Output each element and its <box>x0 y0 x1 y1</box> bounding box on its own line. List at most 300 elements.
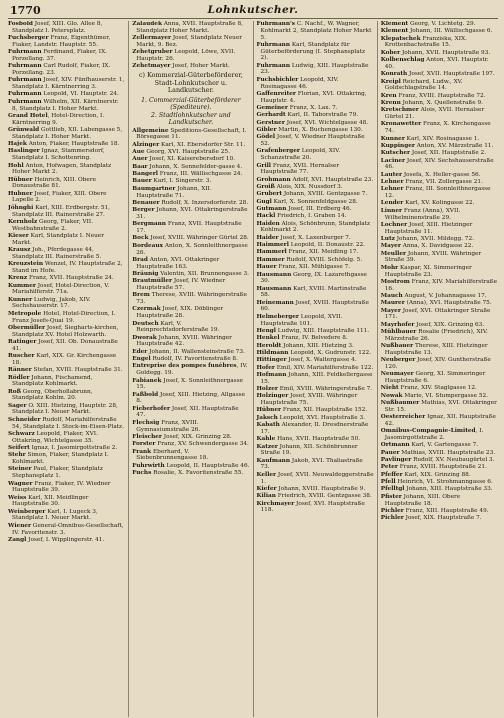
entry-surname: Hammerl <box>256 249 287 256</box>
entry-surname: Frank <box>132 448 152 455</box>
directory-entry <box>257 272 374 286</box>
directory-entry <box>381 279 498 293</box>
entry-details: Friedrich, I. Graben 14. <box>275 213 347 220</box>
entry-details: Rudolf, XV. Neubaugürtel 3. <box>411 457 495 464</box>
entry-surname: Kutscher <box>380 150 411 157</box>
directory-entry <box>132 378 249 392</box>
directory-entry <box>132 449 249 463</box>
directory-entry <box>381 508 498 515</box>
entry-surname: Bock <box>132 235 149 242</box>
entry-surname: Lehner <box>380 186 404 193</box>
entry-surname: Laciner <box>380 157 406 164</box>
entry-surname: Hackl <box>256 213 276 220</box>
entry-surname: Katzer <box>256 443 278 450</box>
directory-entry <box>8 99 125 113</box>
directory-entry <box>381 143 498 150</box>
entry-details: Karl, I. Lugeck 3, Standplatz I. Neuer Markt. <box>12 508 98 522</box>
entry-surname: Ruscher <box>8 353 35 360</box>
entry-surname: Nußbaumer <box>380 400 420 407</box>
entry-surname: Kernholz <box>8 218 38 225</box>
entry-details: Josef, XVI. Hauptstraße 118. <box>260 500 365 514</box>
directory-entry <box>8 219 125 233</box>
entry-surname: Gutmann <box>256 206 287 212</box>
entry-surname: Kieser <box>8 233 29 239</box>
entry-details: Eberhard, V. Siebenbrunnengasse 18. <box>136 448 209 462</box>
directory-entry <box>257 42 374 62</box>
entry-details: Franz, X. Lax. 7. <box>287 104 338 111</box>
directory-entry <box>8 35 125 49</box>
directory-entry <box>8 297 125 311</box>
entry-surname: Konrath <box>380 71 408 78</box>
directory-entry <box>257 343 374 350</box>
directory-entry <box>381 494 498 508</box>
directory-entry <box>381 393 498 400</box>
directory-entry <box>8 311 125 325</box>
directory-entry <box>381 322 498 329</box>
entry-details: Josef, XIX. Hauptstraße 7. <box>403 515 482 522</box>
entry-details: Josef, I. Wipplingerstr. 41. <box>26 536 105 543</box>
entry-surname: Heroldt <box>256 342 282 349</box>
entry-details: Franz, XII. Mühlgasse 7. <box>276 264 351 271</box>
entry-surname: Heinemann <box>256 299 294 306</box>
entry-surname: Mayer <box>380 243 401 250</box>
directory-entry <box>381 329 498 343</box>
directory-entry <box>257 213 374 220</box>
directory-entry <box>132 164 249 171</box>
directory-entry <box>8 141 125 148</box>
entry-surname: Schwarz <box>8 430 35 437</box>
entry-surname: Lauter <box>380 171 403 178</box>
directory-entry <box>257 415 374 422</box>
entry-surname: Auer <box>132 156 148 163</box>
entry-surname: Jöhnghi <box>8 204 34 211</box>
directory-entry <box>132 257 249 271</box>
directory-entry <box>257 112 374 119</box>
entry-details: Franz, Fiaker, IV. Wiedner Hauptstraße 39. <box>12 480 111 494</box>
directory-entry <box>257 407 374 414</box>
columns-container <box>8 21 498 717</box>
entry-details: Josef, XVII. Neuwaldeggerstraße 1. <box>260 471 374 485</box>
directory-entry <box>381 464 498 471</box>
entry-details: Josef, XIII. Hietzinger Hauptstraße 11. <box>384 221 473 235</box>
directory-entry <box>8 191 125 205</box>
entry-surname: Fuhrwirth <box>132 462 165 469</box>
directory-entry <box>8 339 125 353</box>
directory-entry <box>257 235 374 242</box>
directory-entry <box>381 28 498 35</box>
entry-details: Franziska, XIX. Krottenbachstraße 15. <box>384 35 467 49</box>
entry-details: Josef, X. Waltergasse 4. <box>286 357 357 364</box>
entry-surname: Kunner <box>8 296 33 303</box>
entry-details: Franz, XIV. Staglgasse 12. <box>398 385 477 392</box>
entry-details: , Hotel-Direction, I. Kärntnerring 9. <box>12 112 105 126</box>
directory-entry <box>8 233 125 247</box>
entry-surname: Rödler <box>8 374 30 381</box>
entry-details: Anton, XVI. Ottakringer Hauptstraße 163. <box>136 256 220 270</box>
directory-entry <box>381 293 498 300</box>
directory-entry <box>132 321 249 335</box>
entry-details: Anton, X. Sonnleithnergasse 26. <box>136 242 248 256</box>
entry-details: Alexander, II. Dresdnerstraße 17. <box>260 422 369 435</box>
entry-surname: Entreprise des pompes funèbres <box>132 363 237 370</box>
entry-surname: Ortmann <box>380 442 410 449</box>
directory-entry <box>257 501 374 515</box>
entry-surname: Hofer <box>256 364 275 371</box>
directory-entry <box>132 392 249 406</box>
directory-entry <box>132 186 249 200</box>
entry-surname: Brautmüller <box>132 278 173 285</box>
directory-entry <box>132 128 249 142</box>
entry-details: Karl, Standplatz für Güterbeförderung (I. Stephansplatz 2). <box>260 41 366 62</box>
entry-surname: Nieht <box>380 385 399 392</box>
directory-entry <box>381 121 498 135</box>
entry-surname: Grand Hotel <box>8 112 48 119</box>
entry-surname: Metropole <box>8 310 42 317</box>
entry-details: Josef, IV. Wiedner Hauptstraße 57. <box>136 278 226 292</box>
entry-surname: Fieberhofer <box>132 405 171 412</box>
entry-surname: Hubner <box>8 190 33 197</box>
directory-entry <box>8 431 125 445</box>
directory-entry <box>381 150 498 157</box>
entry-details: C. Nachf., W. Wagner, Kohlmarkt 2, Standplatz Hoher Markt 5. <box>260 21 372 41</box>
entry-details: Wilhelm, XII. Kärntnerstr. 8, Standplatz I. Hoher Markt. <box>12 98 119 112</box>
entry-surname: Fuchs <box>132 470 152 477</box>
entry-surname: Grafenberger <box>256 148 300 155</box>
directory-entry <box>132 63 249 70</box>
entry-details: Franz, XIII. Hauptstraße 49. <box>403 507 489 514</box>
entry-details: Alois, Schönbrunn, Standplatz Kohlmarkt 2. <box>260 220 371 234</box>
entry-surname: Baumgartner <box>132 185 176 192</box>
entry-details: Anton, XVI. Hauptstr. 40. <box>384 57 489 70</box>
directory-entry <box>8 466 125 480</box>
entry-details: Josef, Fiaker, XIII. Obere Lapelle 2. <box>12 190 107 204</box>
entry-details: Josef, Hotel-Direction, V. Mariahilferstr. 71a. <box>12 282 110 296</box>
entry-details: Leopold, II. Donaustr. 22. <box>288 242 366 249</box>
directory-entry <box>8 481 125 495</box>
directory-entry <box>132 406 249 420</box>
entry-surname: Lutz <box>380 235 395 242</box>
directory-entry <box>257 177 374 184</box>
entry-details: Marie, VI. Stumpergasse 52. <box>402 392 489 399</box>
entry-details: Franz, XII. Meidling 17. <box>286 249 359 256</box>
directory-entry <box>8 367 125 374</box>
directory-entry <box>381 186 498 200</box>
entry-surname: Hausmann <box>256 285 292 292</box>
directory-entry <box>132 306 249 320</box>
entry-surname: Forster <box>132 441 156 448</box>
directory-entry <box>8 509 125 523</box>
directory-entry <box>381 136 498 143</box>
directory-entry <box>381 457 498 464</box>
directory-entry <box>8 452 125 466</box>
entry-surname: Pauer <box>380 449 400 456</box>
entry-details: Johann, XVII. Hauptstraße 93. <box>400 49 491 56</box>
entry-surname: Zehetgruber <box>132 49 173 56</box>
entry-surname: Kreuzstein <box>8 261 44 268</box>
entry-surname: Dworak <box>132 334 157 341</box>
entry-details: Karl, V. Gartengasse 7. <box>409 442 479 449</box>
directory-entry <box>257 365 374 372</box>
entry-surname: Holzinger <box>256 393 289 400</box>
entry-details: Josef, XII. Hauptstraße 2. <box>410 150 487 157</box>
entry-details: Rudolf, XVIII. Schöfelg. 5. <box>284 256 363 263</box>
subsection-heading: 2. Stadtlohnkutscher und Landkutscher. <box>150 112 231 127</box>
entry-details: Leopold, Fiaker, XVI. Ottakring, Wichtelgasse 35. <box>12 430 98 444</box>
entry-details: Franz, III. Sonnleithnergasse 12. <box>384 186 491 200</box>
entry-details: Josef, XIII. Hietzing, Allgasse 8. <box>136 391 245 405</box>
entry-surname: Ränner <box>8 367 32 374</box>
entry-surname: Kolbenschlag <box>380 57 425 64</box>
entry-surname: Eder <box>132 348 148 355</box>
entry-details: Alois, XVII. Hernalser Gürtel 21. <box>384 107 485 121</box>
entry-details: Johann, X. Sennefelder-gasse 4. <box>147 163 243 170</box>
directory-entry <box>257 350 374 357</box>
entry-details: Johann, XII. Schönbrunner Straße 19. <box>260 443 358 457</box>
entry-details: (Anna), XVI. Hauptstraße 75. <box>404 300 492 307</box>
directory-entry <box>8 495 125 509</box>
entry-surname: Obermüller <box>8 324 46 331</box>
directory-entry <box>132 463 249 470</box>
entry-details: Hotel, Hotel-Direction, I. Franz Josefs-Quai 19. <box>12 310 116 324</box>
entry-details: Josef, XVI. Wichtelgasse 48. <box>284 119 369 126</box>
entry-surname: Gödel <box>256 134 276 141</box>
entry-surname: Lochner <box>380 221 408 228</box>
entry-surname: Pichler <box>380 507 404 514</box>
entry-surname: Nußbauer <box>380 343 414 350</box>
entry-surname: Pfister <box>380 493 402 500</box>
directory-entry <box>132 35 249 49</box>
directory-entry <box>257 120 374 127</box>
directory-entry <box>257 264 374 271</box>
entry-details: Anna, X. Davidgasse 22. <box>400 243 474 250</box>
directory-entry <box>8 283 125 297</box>
entry-surname: Bordeaux <box>132 242 163 249</box>
entry-surname: Krenz <box>8 275 28 282</box>
entry-details: Johann, XIII. Hauptstraße 33. <box>404 486 493 493</box>
entry-surname: Czermak <box>132 306 161 313</box>
entry-details: Leopold, XVI. Hauptstraße 3. <box>277 414 365 421</box>
entry-details: Speditions-Gesellschaft, I. Börsegasse 11. <box>136 127 247 141</box>
entry-details: Hans, XVII. Hauptstraße 50. <box>275 436 361 443</box>
directory-entry <box>257 77 374 91</box>
entry-details: Franz, IV. Belvedere 8. <box>279 335 348 342</box>
directory-entry <box>8 537 125 544</box>
entry-surname: Fuhrmann <box>8 91 42 98</box>
entry-surname: Kreipl <box>380 78 401 85</box>
entry-details: Johann, Fischamend, Standplatz Kohlmarkt. <box>12 374 93 388</box>
entry-details: Josef, X. Sonnleithnergasse 15. <box>136 377 243 391</box>
entry-details: Leopold, X. Gudrunstr. 122. <box>288 349 372 356</box>
entry-details: Rudolf, Mariahilferstraße 54, Standplatz I. Stock-im-Eisen-Platz. <box>12 416 124 430</box>
directory-entry <box>8 177 125 191</box>
directory-entry <box>381 357 498 371</box>
entry-surname: Keller <box>256 471 277 478</box>
entry-details: Franz, XVII. Hernalser Hauptstraße 77. <box>260 162 340 176</box>
entry-details: Ludwig, XIII. Hauptstraße 111. <box>275 327 370 334</box>
directory-entry <box>257 422 374 436</box>
directory-entry <box>8 275 125 282</box>
directory-entry <box>132 470 249 477</box>
entry-surname: Kronawetter <box>380 121 422 128</box>
entry-details: Karl, V. Reinprechtsdorferstraße 19. <box>136 320 220 334</box>
entry-surname: Zangl <box>8 536 27 543</box>
directory-entry <box>8 389 125 403</box>
entry-details: Therese, XIII. Hietzinger Hauptstraße 13. <box>384 343 488 356</box>
page-header <box>8 4 498 19</box>
entry-surname: Hübner <box>256 407 282 414</box>
entry-surname: Wagner <box>8 480 33 487</box>
directory-entry <box>132 171 249 178</box>
entry-details: Karl, I. Singerstr. 3. <box>151 178 212 185</box>
entry-details: Johann, XVII. Mildegg. 72. <box>394 235 474 242</box>
entry-surname: Groiß <box>256 183 275 190</box>
entry-details: Josef, XIV. Guntherstraße 120. <box>384 357 491 370</box>
entry-details: Johann, XVIII. Gentzgasse 7. <box>282 191 368 198</box>
entry-details: Joh., Pferdegasse 44, Standplatz III. Rainerstraße 5. <box>12 247 102 260</box>
entry-surname: Stehr <box>8 452 26 459</box>
entry-surname: Mohr <box>380 264 399 271</box>
directory-entry <box>257 393 374 407</box>
entry-details: Franz, X. Kirchengasse 74. <box>384 121 491 135</box>
directory-entry <box>257 486 374 493</box>
entry-details: Josef, XVIII. Währinger Gürtel 28. <box>148 235 249 242</box>
entry-surname: Fleischer <box>132 433 162 440</box>
entry-details: Josefa, X. Heller-gasse 56. <box>402 171 481 178</box>
directory-entry <box>132 356 249 363</box>
entry-surname: Hausmann <box>256 271 292 278</box>
directory-entry <box>257 127 374 134</box>
entry-details: Leopold, XIV. Schanzstraße 20. <box>260 148 341 162</box>
entry-surname: Kunner <box>380 135 405 142</box>
directory-entry <box>132 149 249 156</box>
directory-entry <box>8 127 125 141</box>
entry-surname: Sager <box>8 402 27 409</box>
entry-details: Franz, Eigenthümer, Fiaker, Landstr. Hauptstr. 55. <box>12 35 111 48</box>
entry-details: Karl, II. Taborstraße 79. <box>285 112 359 119</box>
entry-surname: Pfelltgl <box>380 486 405 493</box>
entry-details: Franz (Anna), XVII. Wilhelminenstraße 29. <box>384 207 461 221</box>
entry-details: Leopold, Löwe, XVII. Hauptstr. 26. <box>136 49 236 62</box>
directory-entry <box>8 247 125 261</box>
entry-details: Karl, XIII. Erdbergstr. 51, Standplatz III. Rainerstraße 27. <box>12 204 110 218</box>
entry-details: , IV. Goldegg. 19. <box>136 363 248 377</box>
entry-details: Heinrich, XIII. Obere Donaustraße 81. <box>12 176 96 190</box>
directory-entry <box>257 314 374 328</box>
entry-details: Stefan, XVIII. Hauptstraße 31. <box>31 367 123 374</box>
entry-details: Josef, XII. Ob. Donaustraße 41. <box>12 339 118 352</box>
directory-entry <box>381 50 498 57</box>
entry-details: Franz, XV. Schwendergasse 34. <box>155 441 249 448</box>
entry-details: Emil, XIV. Mariahilferstraße 122. <box>274 364 374 371</box>
directory-entry <box>381 343 498 357</box>
entry-surname: Kummer <box>8 282 36 289</box>
entry-surname: Gerhardt <box>256 112 286 119</box>
entry-details: Alois, XIX. Nussdorf 3. <box>274 183 343 190</box>
entry-details: Franz, XII. Hauptstraße 152. <box>281 407 368 414</box>
entry-surname: Krenn <box>380 100 401 106</box>
entry-details: Franz, XVIII. Gymnasiumstraße 26. <box>136 419 201 433</box>
column-3 <box>253 21 374 717</box>
directory-entry <box>132 278 249 292</box>
entry-surname: Aue <box>132 149 145 156</box>
entry-details: Karl, XIV. Rosinagasse 1. <box>404 135 480 142</box>
directory-entry <box>257 493 374 500</box>
entry-details: Rudolf, IV. Favoritenstraße 8. <box>150 356 238 363</box>
directory-entry <box>381 400 498 414</box>
entry-details: Karl, XI. Ebersdorfer Str. 11. <box>159 141 246 148</box>
entry-details: Georg, Oberhollabrunn, Standplatz Kohlm. 20. <box>12 388 93 402</box>
entry-details: Ludwig, XIII. Hauptstraße 23. <box>260 62 369 76</box>
entry-surname: Gaffenreiter <box>256 90 296 97</box>
directory-entry <box>8 113 125 127</box>
entry-details: Leopold, XVII. Hauptstraße 101. <box>260 313 343 327</box>
entry-surname: Mostrom <box>380 278 410 285</box>
directory-entry <box>381 208 498 222</box>
entry-surname: Klepatschek <box>380 35 421 42</box>
directory-entry <box>8 148 125 162</box>
directory-entry <box>257 163 374 177</box>
entry-surname: Klement <box>380 28 409 35</box>
entry-details: Adolf, XVI. Hauptstraße 23. <box>290 176 374 183</box>
directory-entry <box>381 158 498 172</box>
entry-surname: Flechsig <box>132 419 160 426</box>
entry-surname: Roß <box>8 388 21 395</box>
entry-details: Mathias, XVIII. Hauptstraße 23. <box>399 449 496 456</box>
entry-details: Ludwig, Jakob, XIV. Sechshauserstr. 17. <box>12 296 91 310</box>
entry-surname: Hübner <box>8 176 33 183</box>
entry-surname: Benauer <box>132 199 160 206</box>
entry-surname: Omnibus-Compagnie-Limited <box>380 428 476 435</box>
directory-entry <box>381 107 498 121</box>
directory-entry <box>257 458 374 472</box>
directory-entry <box>257 21 374 41</box>
directory-entry <box>257 105 374 112</box>
entry-surname: Kren <box>380 92 397 99</box>
entry-details: General-Omnibus-Gesellschaft, IV. Favoritenstr. 3. <box>12 522 124 536</box>
entry-details: Franz, XVIII. Hauptstraße 72. <box>396 92 486 99</box>
entry-details: Karl, XIX. Gr. Kirchengasse 18. <box>12 353 117 366</box>
entry-surname: Fuhrmann's <box>256 21 296 27</box>
entry-surname: Grünwald <box>8 127 40 133</box>
directory-entry <box>381 414 498 428</box>
entry-surname: Hajek <box>8 141 27 148</box>
directory-entry <box>8 325 125 339</box>
directory-entry <box>132 271 249 278</box>
entry-surname: Hengl <box>256 327 276 334</box>
entry-details: Josef, X. Laxenburger 7. <box>278 234 351 241</box>
entry-surname: Haiden <box>256 220 280 227</box>
entry-details: Georg, V. Lichtetg. 29. <box>408 21 476 27</box>
directory-entry <box>132 21 249 35</box>
entry-surname: Baar <box>132 163 148 170</box>
entry-surname: Bräunig <box>132 270 159 277</box>
entry-details: Simon, Fiaker, Standplatz I. Kohlmarkt. <box>12 452 109 466</box>
entry-details: Gottlieb, XII. Labengasse 5, Standplatz I. Hoher Markt. <box>12 127 123 140</box>
section-heading: c) Kommerzial-Güterbeförderer, Stadt-Lohnkutscher u. Landkutscher. <box>138 71 243 95</box>
directory-entry <box>132 235 249 242</box>
directory-entry <box>257 249 374 256</box>
entry-surname: Alzinger <box>132 141 160 148</box>
directory-entry <box>381 21 498 28</box>
directory-entry <box>381 428 498 442</box>
entry-details: Ferdinand, Fiaker, IX. Porzellang. 37. <box>12 49 108 62</box>
directory-entry <box>381 179 498 186</box>
subsection-heading: 1. Commerzial-Güterbeförderer (Spediteure). <box>141 96 241 112</box>
directory-entry <box>257 91 374 105</box>
directory-entry <box>381 71 498 78</box>
directory-entry <box>381 442 498 449</box>
entry-surname: Zellermayer <box>132 35 172 42</box>
